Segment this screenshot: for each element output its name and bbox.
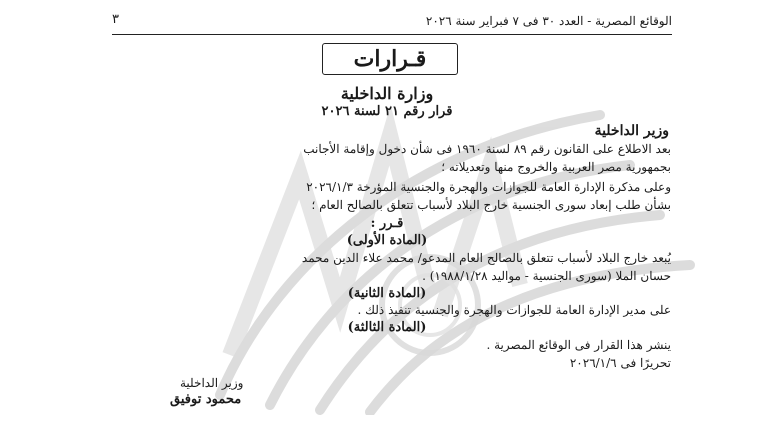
article-1-line: يُبعد خارج البلاد لأسباب تتعلق بالصالح العام المدعو/ محمد علاء الدين محمد — [301, 251, 671, 265]
article-3-heading: (المادة الثالثة) — [347, 320, 427, 335]
date-line: تحريرًا فى ٢٠٢٦/١/٦ — [569, 356, 671, 370]
article-3-line: ينشر هذا القرار فى الوقائع المصرية . — [486, 338, 671, 352]
preamble-line: وعلى مذكرة الإدارة العامة للجوازات والهجرة والجنسية المؤرخة ٢٠٢٦/١/٣ — [306, 180, 671, 194]
ministry-name: وزارة الداخلية — [340, 84, 434, 103]
preamble-line: بشأن طلب إبعاد سورى الجنسية خارج البلاد لأسباب تتعلق بالصالح العام ؛ — [311, 198, 671, 212]
gazette-seal-watermark — [160, 55, 779, 415]
preamble-line: بجمهورية مصر العربية والخروج منها وتعديلاته ؛ — [441, 160, 671, 174]
running-title: الوقائع المصرية - العدد ٣٠ فى ٧ فبراير سنة ٢٠٢٦ — [425, 14, 672, 28]
decided-label: قـرر : — [370, 216, 404, 231]
preamble-line: بعد الاطلاع على القانون رقم ٨٩ لسنة ١٩٦٠ فى شأن دخول وإقامة الأجانب — [303, 142, 671, 156]
article-1-heading: (المادة الأولى) — [346, 233, 428, 248]
running-header — [112, 12, 672, 35]
page-number: ٣ — [112, 12, 119, 27]
signature-title: وزير الداخلية — [180, 376, 244, 390]
article-2-heading: (المادة الثانية) — [347, 286, 427, 301]
article-1-line: حسان الملا (سورى الجنسية - مواليد ١٩٨٨/١/٢٨) . — [422, 269, 671, 283]
decree-number: قرار رقم ٢١ لسنة ٢٠٢٦ — [321, 104, 453, 119]
section-title: قـرارات — [322, 43, 458, 75]
article-2-line: على مدير الإدارة العامة للجوازات والهجرة والجنسية تنفيذ ذلك . — [357, 303, 671, 317]
signature-name: محمود توفيق — [170, 392, 242, 407]
issuer-title: وزير الداخلية — [594, 123, 669, 139]
